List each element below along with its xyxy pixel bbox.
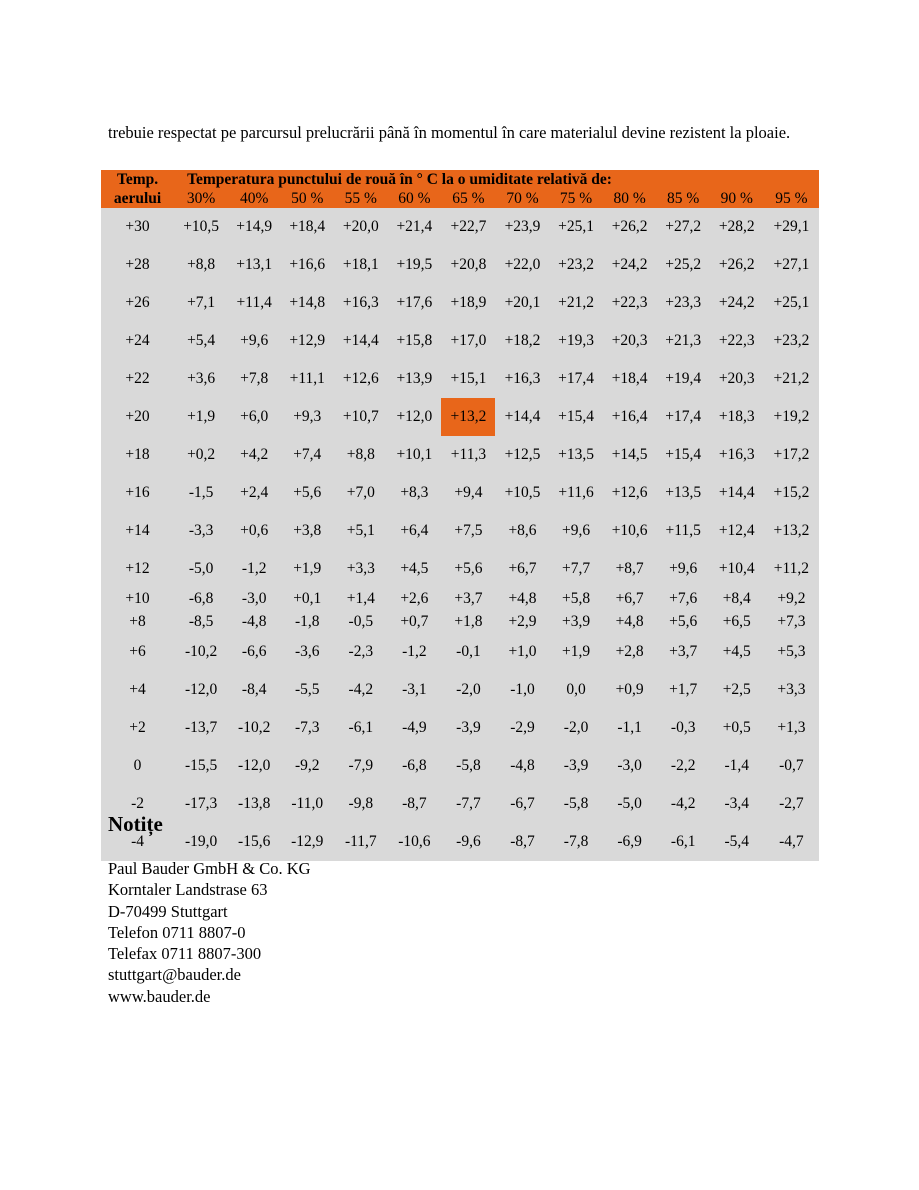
dew-point-cell: -4,8	[495, 747, 549, 785]
dew-point-cell: +4,8	[603, 611, 657, 634]
dew-point-cell: -1,4	[710, 747, 764, 785]
dew-point-cell: +7,6	[657, 588, 710, 611]
dew-point-cell: +19,5	[387, 246, 441, 284]
dew-point-cell: -1,2	[228, 550, 280, 588]
dew-point-cell: +7,5	[441, 512, 495, 550]
air-temperature-cell: +24	[101, 322, 174, 360]
table-row	[101, 360, 819, 398]
dew-point-cell: +4,2	[228, 436, 280, 474]
address-block	[108, 858, 311, 1007]
dew-point-cell: +1,8	[441, 611, 495, 634]
dew-point-cell: -5,0	[174, 550, 228, 588]
dew-point-cell: +7,8	[228, 360, 280, 398]
dew-point-cell: -19,0	[174, 823, 228, 861]
air-temperature-cell: +18	[101, 436, 174, 474]
dew-point-cell: +9,6	[228, 322, 280, 360]
dew-point-cell: +6,5	[710, 611, 764, 634]
dew-point-cell: -8,4	[228, 671, 280, 709]
dew-point-cell: +12,6	[334, 360, 387, 398]
table-row	[101, 208, 819, 246]
dew-point-cell: -9,2	[280, 747, 334, 785]
address-line: stuttgart@bauder.de	[108, 965, 241, 985]
air-temperature-cell: +8	[101, 611, 174, 634]
dew-point-cell: +25,1	[550, 208, 603, 246]
table-row	[101, 398, 819, 436]
dew-point-cell: +28,2	[710, 208, 764, 246]
notes-title: Notițe	[108, 812, 163, 836]
dew-point-cell: -5,8	[550, 785, 603, 823]
dew-point-cell: -6,7	[495, 785, 549, 823]
dew-point-cell: -0,7	[764, 747, 819, 785]
address-line: Korntaler Landstrase 63	[108, 880, 268, 900]
dew-point-cell: -15,6	[228, 823, 280, 861]
dew-point-cell: +18,1	[334, 246, 387, 284]
dew-point-cell: +10,7	[334, 398, 387, 436]
dew-point-cell: -1,8	[280, 611, 334, 634]
row-header-air: aerului	[101, 190, 174, 208]
dew-point-cell: -12,0	[228, 747, 280, 785]
air-temperature-cell: -4	[101, 823, 174, 861]
dew-point-cell: +8,8	[334, 436, 387, 474]
dew-point-cell: +11,6	[550, 474, 603, 512]
table-row	[101, 436, 819, 474]
dew-point-cell: -6,8	[387, 747, 441, 785]
dew-point-cell: +1,0	[495, 633, 549, 671]
dew-point-cell: +19,2	[764, 398, 819, 436]
air-temperature-cell: 0	[101, 747, 174, 785]
dew-point-cell: -11,0	[280, 785, 334, 823]
dew-point-cell: +10,1	[387, 436, 441, 474]
dew-point-cell: +1,9	[174, 398, 228, 436]
humidity-column-header: 30%	[174, 190, 228, 208]
table-row	[101, 611, 819, 634]
dew-point-cell: +2,5	[710, 671, 764, 709]
dew-point-cell: -8,7	[495, 823, 549, 861]
dew-point-cell: +9,6	[657, 550, 710, 588]
humidity-column-header: 40%	[228, 190, 280, 208]
dew-point-cell: -7,7	[441, 785, 495, 823]
dew-point-cell: +1,9	[280, 550, 334, 588]
address-line: Paul Bauder GmbH & Co. KG	[108, 859, 311, 878]
dew-point-cell: +6,7	[495, 550, 549, 588]
dew-point-cell: +13,2	[764, 512, 819, 550]
air-temperature-cell: +2	[101, 709, 174, 747]
dew-point-cell: +4,5	[387, 550, 441, 588]
dew-point-cell: -9,6	[441, 823, 495, 861]
dew-point-cell: +5,6	[280, 474, 334, 512]
dew-point-cell: +7,4	[280, 436, 334, 474]
dew-point-cell: +18,4	[280, 208, 334, 246]
dew-point-cell: +14,8	[280, 284, 334, 322]
dew-point-cell: +8,8	[174, 246, 228, 284]
dew-point-cell: +14,4	[710, 474, 764, 512]
dew-point-cell: +25,2	[657, 246, 710, 284]
dew-point-cell: +12,9	[280, 322, 334, 360]
dew-point-cell: -0,3	[657, 709, 710, 747]
dew-point-cell: +6,7	[603, 588, 657, 611]
dew-point-cell: +12,6	[603, 474, 657, 512]
dew-point-cell: +19,4	[657, 360, 710, 398]
dew-point-cell: +1,7	[657, 671, 710, 709]
dew-point-cell: +17,2	[764, 436, 819, 474]
dew-point-cell: -6,9	[603, 823, 657, 861]
dew-point-cell: +22,3	[603, 284, 657, 322]
dew-point-cell: +8,3	[387, 474, 441, 512]
dew-point-cell: +2,6	[387, 588, 441, 611]
humidity-column-header: 50 %	[280, 190, 334, 208]
dew-point-cell: -12,0	[174, 671, 228, 709]
dew-point-cell: +5,6	[441, 550, 495, 588]
humidity-column-header: 95 %	[764, 190, 819, 208]
dew-point-cell: +3,9	[550, 611, 603, 634]
dew-point-cell: +24,2	[710, 284, 764, 322]
dew-point-cell: +20,3	[710, 360, 764, 398]
dew-point-cell: +21,4	[387, 208, 441, 246]
air-temperature-cell: +26	[101, 284, 174, 322]
dew-point-cell: +27,2	[657, 208, 710, 246]
dew-point-cell: +23,2	[764, 322, 819, 360]
dew-point-cell: +23,9	[495, 208, 549, 246]
dew-point-cell: +11,4	[228, 284, 280, 322]
table-row	[101, 512, 819, 550]
dew-point-table	[101, 170, 819, 861]
dew-point-cell: -1,2	[387, 633, 441, 671]
dew-point-cell: +9,4	[441, 474, 495, 512]
dew-point-cell: +11,1	[280, 360, 334, 398]
dew-point-cell: +16,4	[603, 398, 657, 436]
dew-point-cell: -4,2	[657, 785, 710, 823]
dew-point-cell: +19,3	[550, 322, 603, 360]
dew-point-cell: +5,6	[657, 611, 710, 634]
dew-point-cell: +17,4	[657, 398, 710, 436]
dew-point-cell: +7,7	[550, 550, 603, 588]
dew-point-cell: -2,0	[550, 709, 603, 747]
address-line: Telefax 0711 8807-300	[108, 944, 262, 964]
table-row	[101, 671, 819, 709]
dew-point-cell: -2,0	[441, 671, 495, 709]
dew-point-cell: +3,6	[174, 360, 228, 398]
dew-point-cell: +12,4	[710, 512, 764, 550]
dew-point-cell: -9,8	[334, 785, 387, 823]
dew-point-cell: -1,1	[603, 709, 657, 747]
air-temperature-cell: +14	[101, 512, 174, 550]
humidity-column-header: 80 %	[603, 190, 657, 208]
dew-point-cell: +2,8	[603, 633, 657, 671]
dew-point-cell: +6,0	[228, 398, 280, 436]
dew-point-cell: +16,3	[495, 360, 549, 398]
dew-point-cell: +21,2	[550, 284, 603, 322]
dew-point-cell: -10,2	[174, 633, 228, 671]
dew-point-cell: -4,2	[334, 671, 387, 709]
dew-point-cell: +23,3	[657, 284, 710, 322]
dew-point-cell: -5,8	[441, 747, 495, 785]
intro-paragraph: trebuie respectat pe parcursul prelucrării până în momentul în care materialul devine rezistent la ploaie.	[108, 122, 791, 142]
dew-point-cell: +5,3	[764, 633, 819, 671]
dew-point-cell: +10,6	[603, 512, 657, 550]
dew-point-cell: +15,4	[657, 436, 710, 474]
dew-point-cell: -3,9	[441, 709, 495, 747]
dew-point-cell: +7,0	[334, 474, 387, 512]
dew-point-cell: +24,2	[603, 246, 657, 284]
dew-point-cell: -4,7	[764, 823, 819, 861]
dew-point-cell: +1,3	[764, 709, 819, 747]
table-row	[101, 322, 819, 360]
dew-point-cell: -1,0	[495, 671, 549, 709]
dew-point-cell: +18,9	[441, 284, 495, 322]
dew-point-cell: -8,5	[174, 611, 228, 634]
dew-point-cell: +1,4	[334, 588, 387, 611]
dew-point-cell: +22,3	[710, 322, 764, 360]
air-temperature-cell: -2	[101, 785, 174, 823]
dew-point-cell: -11,7	[334, 823, 387, 861]
dew-point-cell: -5,0	[603, 785, 657, 823]
dew-point-cell: -2,7	[764, 785, 819, 823]
dew-point-cell: +25,1	[764, 284, 819, 322]
dew-point-cell: +4,8	[495, 588, 549, 611]
dew-point-cell: -0,5	[334, 611, 387, 634]
dew-point-cell: +0,1	[280, 588, 334, 611]
dew-point-cell: -5,4	[710, 823, 764, 861]
dew-point-cell: -10,2	[228, 709, 280, 747]
dew-point-cell: +5,8	[550, 588, 603, 611]
dew-point-cell: +20,3	[603, 322, 657, 360]
dew-point-cell: +14,9	[228, 208, 280, 246]
dew-point-cell: -6,8	[174, 588, 228, 611]
table-row	[101, 284, 819, 322]
dew-point-cell: -3,0	[603, 747, 657, 785]
humidity-column-header: 60 %	[387, 190, 441, 208]
dew-point-cell: +3,3	[764, 671, 819, 709]
dew-point-cell: -5,5	[280, 671, 334, 709]
highlighted-dew-point-cell: +13,2	[441, 398, 495, 436]
dew-point-cell: +17,4	[550, 360, 603, 398]
dew-point-cell: -8,7	[387, 785, 441, 823]
dew-point-cell: +20,0	[334, 208, 387, 246]
dew-point-cell: +8,4	[710, 588, 764, 611]
dew-point-cell: +26,2	[710, 246, 764, 284]
dew-point-cell: -2,2	[657, 747, 710, 785]
dew-point-cell: -15,5	[174, 747, 228, 785]
address-line: D-70499 Stuttgart	[108, 901, 228, 921]
air-temperature-cell: +16	[101, 474, 174, 512]
dew-point-cell: +9,6	[550, 512, 603, 550]
dew-point-cell: -3,9	[550, 747, 603, 785]
dew-point-cell: +11,2	[764, 550, 819, 588]
dew-point-cell: +4,5	[710, 633, 764, 671]
humidity-column-header: 55 %	[334, 190, 387, 208]
dew-point-cell: -6,1	[334, 709, 387, 747]
dew-point-cell: -6,1	[657, 823, 710, 861]
dew-point-cell: +27,1	[764, 246, 819, 284]
dew-point-cell: +23,2	[550, 246, 603, 284]
table-row	[101, 633, 819, 671]
dew-point-cell: -13,7	[174, 709, 228, 747]
air-temperature-cell: +28	[101, 246, 174, 284]
dew-point-cell: +2,4	[228, 474, 280, 512]
dew-point-cell: +12,0	[387, 398, 441, 436]
dew-point-cell: +15,2	[764, 474, 819, 512]
dew-point-cell: +8,6	[495, 512, 549, 550]
dew-point-cell: -2,9	[495, 709, 549, 747]
dew-point-cell: +21,2	[764, 360, 819, 398]
dew-point-cell: +26,2	[603, 208, 657, 246]
dew-point-cell: +13,5	[657, 474, 710, 512]
dew-point-cell: +0,2	[174, 436, 228, 474]
dew-point-cell: -10,6	[387, 823, 441, 861]
table-row	[101, 823, 819, 861]
dew-point-cell: +13,9	[387, 360, 441, 398]
air-temperature-cell: +22	[101, 360, 174, 398]
dew-point-cell: +0,7	[387, 611, 441, 634]
dew-point-cell: +16,6	[280, 246, 334, 284]
dew-point-cell: +5,4	[174, 322, 228, 360]
dew-point-cell: -4,8	[228, 611, 280, 634]
dew-point-cell: +2,9	[495, 611, 549, 634]
dew-point-cell: +11,5	[657, 512, 710, 550]
table-row	[101, 747, 819, 785]
air-temperature-cell: +6	[101, 633, 174, 671]
dew-point-cell: +20,8	[441, 246, 495, 284]
air-temperature-cell: +10	[101, 588, 174, 611]
dew-point-cell: -17,3	[174, 785, 228, 823]
dew-point-cell: +22,0	[495, 246, 549, 284]
humidity-column-header: 65 %	[441, 190, 495, 208]
dew-point-cell: -2,3	[334, 633, 387, 671]
dew-point-cell: -7,8	[550, 823, 603, 861]
dew-point-cell: +8,7	[603, 550, 657, 588]
humidity-column-header: 90 %	[710, 190, 764, 208]
dew-point-cell: -3,6	[280, 633, 334, 671]
dew-point-cell: +16,3	[710, 436, 764, 474]
table-row	[101, 588, 819, 611]
dew-point-cell: +14,4	[334, 322, 387, 360]
dew-point-cell: +14,5	[603, 436, 657, 474]
air-temperature-cell: +4	[101, 671, 174, 709]
dew-point-cell: +10,5	[174, 208, 228, 246]
dew-point-cell: +13,1	[228, 246, 280, 284]
table-row	[101, 474, 819, 512]
table-row	[101, 550, 819, 588]
dew-point-cell: +1,9	[550, 633, 603, 671]
dew-point-cell: -4,9	[387, 709, 441, 747]
table-row	[101, 709, 819, 747]
dew-point-cell: +12,5	[495, 436, 549, 474]
table-row	[101, 785, 819, 823]
dew-point-cell: +18,3	[710, 398, 764, 436]
dew-point-cell: +13,5	[550, 436, 603, 474]
dew-point-cell: +0,9	[603, 671, 657, 709]
dew-point-cell: +9,2	[764, 588, 819, 611]
dew-point-cell: 0,0	[550, 671, 603, 709]
address-line: www.bauder.de	[108, 986, 211, 1006]
dew-point-cell: -7,9	[334, 747, 387, 785]
dew-point-cell: -0,1	[441, 633, 495, 671]
air-temperature-cell: +20	[101, 398, 174, 436]
dew-point-cell: -1,5	[174, 474, 228, 512]
dew-point-cell: +21,3	[657, 322, 710, 360]
dew-point-cell: +22,7	[441, 208, 495, 246]
dew-point-cell: +16,3	[334, 284, 387, 322]
air-temperature-cell: +30	[101, 208, 174, 246]
dew-point-cell: +20,1	[495, 284, 549, 322]
address-line: Telefon 0711 8807-0	[108, 922, 246, 942]
humidity-column-header: 70 %	[495, 190, 549, 208]
dew-point-cell: +3,7	[657, 633, 710, 671]
dew-point-cell: +0,6	[228, 512, 280, 550]
dew-point-cell: +6,4	[387, 512, 441, 550]
dew-point-cell: -3,0	[228, 588, 280, 611]
dew-point-cell: +17,6	[387, 284, 441, 322]
table-caption: Temperatura punctului de rouă în ° C la o umiditate relativă de:	[174, 170, 819, 190]
dew-point-cell: +17,0	[441, 322, 495, 360]
dew-point-cell: +3,7	[441, 588, 495, 611]
dew-point-cell: +11,3	[441, 436, 495, 474]
table-row	[101, 246, 819, 284]
row-header-temp: Temp.	[101, 170, 174, 190]
dew-point-cell: -3,3	[174, 512, 228, 550]
dew-point-cell: +18,4	[603, 360, 657, 398]
humidity-column-header: 85 %	[657, 190, 710, 208]
dew-point-cell: +15,1	[441, 360, 495, 398]
dew-point-cell: +10,5	[495, 474, 549, 512]
humidity-column-header: 75 %	[550, 190, 603, 208]
dew-point-cell: -7,3	[280, 709, 334, 747]
dew-point-cell: +10,4	[710, 550, 764, 588]
dew-point-cell: +5,1	[334, 512, 387, 550]
dew-point-cell: +15,8	[387, 322, 441, 360]
dew-point-cell: +29,1	[764, 208, 819, 246]
dew-point-cell: -12,9	[280, 823, 334, 861]
dew-point-cell: +0,5	[710, 709, 764, 747]
dew-point-cell: +14,4	[495, 398, 549, 436]
dew-point-cell: +7,1	[174, 284, 228, 322]
dew-point-cell: +7,3	[764, 611, 819, 634]
dew-point-cell: +18,2	[495, 322, 549, 360]
dew-point-cell: -6,6	[228, 633, 280, 671]
dew-point-cell: +3,3	[334, 550, 387, 588]
dew-point-cell: +15,4	[550, 398, 603, 436]
air-temperature-cell: +12	[101, 550, 174, 588]
dew-point-cell: -3,4	[710, 785, 764, 823]
dew-point-cell: -13,8	[228, 785, 280, 823]
dew-point-cell: +3,8	[280, 512, 334, 550]
dew-point-cell: -3,1	[387, 671, 441, 709]
dew-point-cell: +9,3	[280, 398, 334, 436]
